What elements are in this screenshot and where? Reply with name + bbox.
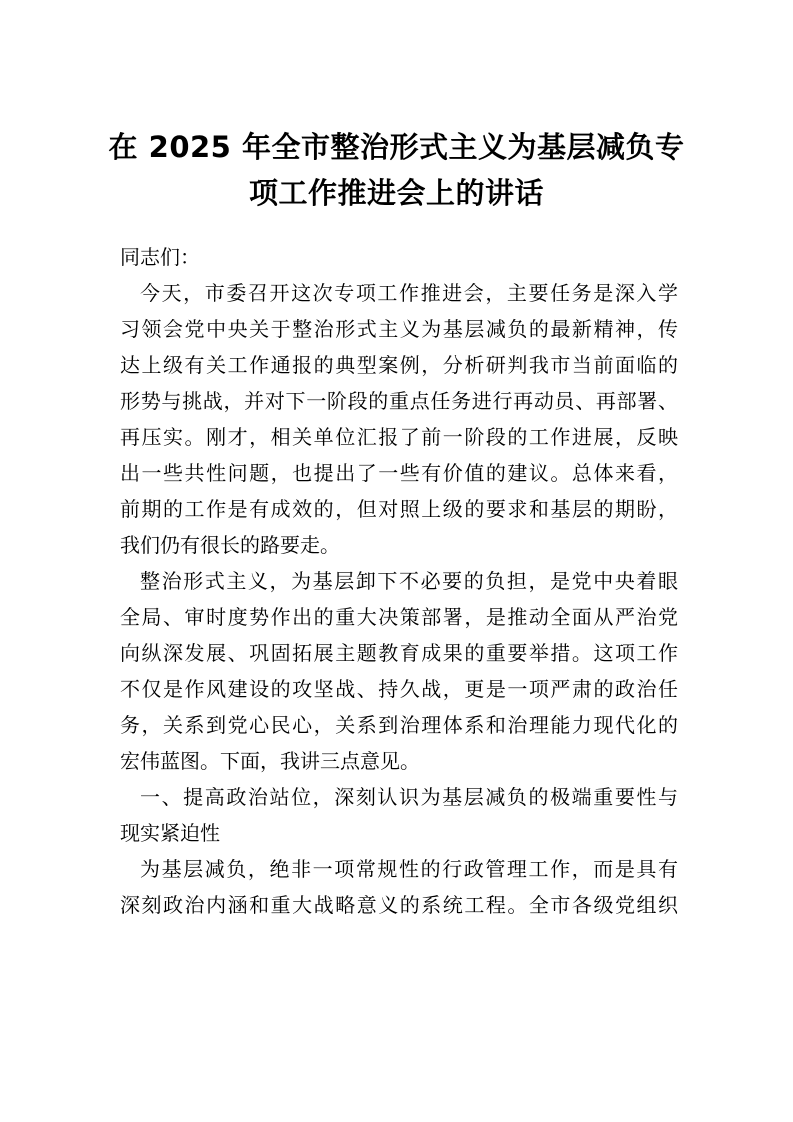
text-line: 宏伟蓝图。下面，我讲三点意见。 (120, 749, 420, 773)
document-title (100, 124, 693, 216)
text-line: 全局、审时度势作出的重大决策部署，是推动全面从严治党 (120, 605, 678, 629)
paragraph-opening (120, 275, 678, 563)
text-line: 前期的工作是有成效的，但对照上级的要求和基层的期盼， (120, 497, 678, 521)
text-line: 今天，市委召开这次专项工作推进会，主要任务是深入学 (140, 281, 678, 305)
text-line: 整治形式主义，为基层卸下不必要的负担，是党中央着眼 (140, 569, 678, 593)
text-line: 一、提高政治站位，深刻认识为基层减负的极端重要性与 (140, 785, 678, 809)
section-heading-1 (120, 779, 678, 851)
text-line: 出一些共性问题，也提出了一些有价值的建议。总体来看， (120, 461, 678, 485)
text-line: 达上级有关工作通报的典型案例，分析研判我市当前面临的 (120, 353, 678, 377)
salutation: 同志们： (120, 245, 200, 269)
text-line: 为基层减负，绝非一项常规性的行政管理工作，而是具有 (140, 857, 678, 881)
text-line: 深刻政治内涵和重大战略意义的系统工程。全市各级党组织 (120, 893, 678, 917)
paragraph-significance (120, 563, 678, 779)
document-body (120, 239, 678, 923)
title-line-2: 项工作推进会上的讲话 (248, 176, 544, 210)
text-line: 不仅是作风建设的攻坚战、持久战，更是一项严肃的政治任 (120, 677, 678, 701)
text-line: 我们仍有很长的路要走。 (120, 533, 340, 557)
text-line: 现实紧迫性 (120, 821, 220, 845)
text-line: 务，关系到党心民心，关系到治理体系和治理能力现代化的 (120, 713, 678, 737)
text-line: 习领会党中央关于整治形式主义为基层减负的最新精神，传 (120, 317, 678, 341)
text-line: 向纵深发展、巩固拓展主题教育成果的重要举措。这项工作 (120, 641, 678, 665)
title-line-1: 在 2025 年全市整治形式主义为基层减负专 (108, 130, 685, 164)
text-line: 再压实。刚才，相关单位汇报了前一阶段的工作进展，反映 (120, 425, 678, 449)
text-line: 形势与挑战，并对下一阶段的重点任务进行再动员、再部署、 (120, 389, 678, 413)
paragraph-section-1 (120, 851, 678, 923)
